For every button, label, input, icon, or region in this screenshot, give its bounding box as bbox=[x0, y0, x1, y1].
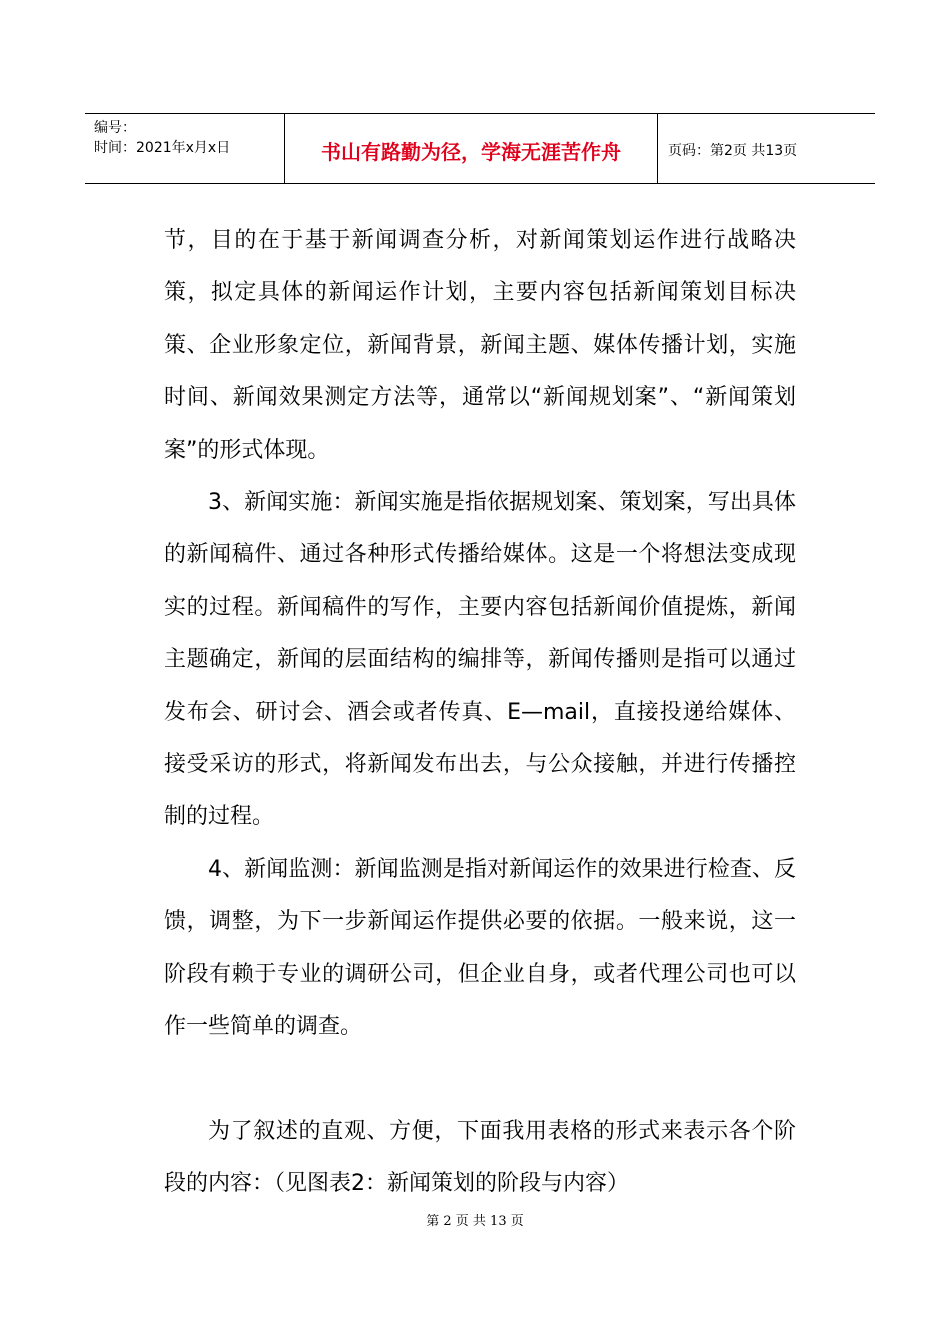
document-body bbox=[164, 215, 796, 1210]
body-paragraph-news-monitoring: 4、新闻监测：新闻监测是指对新闻运作的效果进行检查、反馈，调整，为下一步新闻运作提供必要的依据。一般来说，这一阶段有赖于专业的调研公司，但企业自身，或者代理公司也可以作一些简单的调查。 bbox=[164, 856, 796, 1040]
body-paragraph-news-implementation: 3、新闻实施：新闻实施是指依据规划案、策划案，写出具体的新闻稿件、通过各种形式传播给媒体。这是一个将想法变成现实的过程。新闻稿件的写作，主要内容包括新闻价值提炼，新闻主题确定，新闻的层面结构的编排等，新闻传播则是指可以通过发布会、研讨会、酒会或者传真、E—mail，直接投递给媒体、接受采访的形式，将新闻发布出去，与公众接触，并进行传播控制的过程。 bbox=[164, 490, 796, 830]
body-paragraph-continuation: 节，目的在于基于新闻调查分析，对新闻策划运作进行战略决策，拟定具体的新闻运作计划，主要内容包括新闻策划目标决策、企业形象定位，新闻背景，新闻主题、媒体传播计划，实施时间、新闻效果测定方法等，通常以“新闻规划案”、“新闻策划案”的形式体现。 bbox=[164, 228, 796, 463]
body-paragraph-table-intro: 为了叙述的直观、方便，下面我用表格的形式来表示各个阶段的内容：（见图表2：新闻策划的阶段与内容） bbox=[164, 1118, 796, 1196]
header-page-info: 页码：第2页 共13页 bbox=[668, 143, 798, 159]
document-time-label: 时间：2021年x月x日 bbox=[94, 140, 231, 156]
page-header bbox=[85, 113, 875, 184]
document-number-label: 编号： bbox=[94, 120, 136, 136]
header-meta bbox=[85, 114, 285, 183]
header-motto: 书山有路勤为径，学海无涯苦作舟 bbox=[285, 114, 658, 183]
paragraph-gap bbox=[164, 1054, 796, 1106]
page-footer: 第 2 页 共 13 页 bbox=[426, 1214, 524, 1229]
